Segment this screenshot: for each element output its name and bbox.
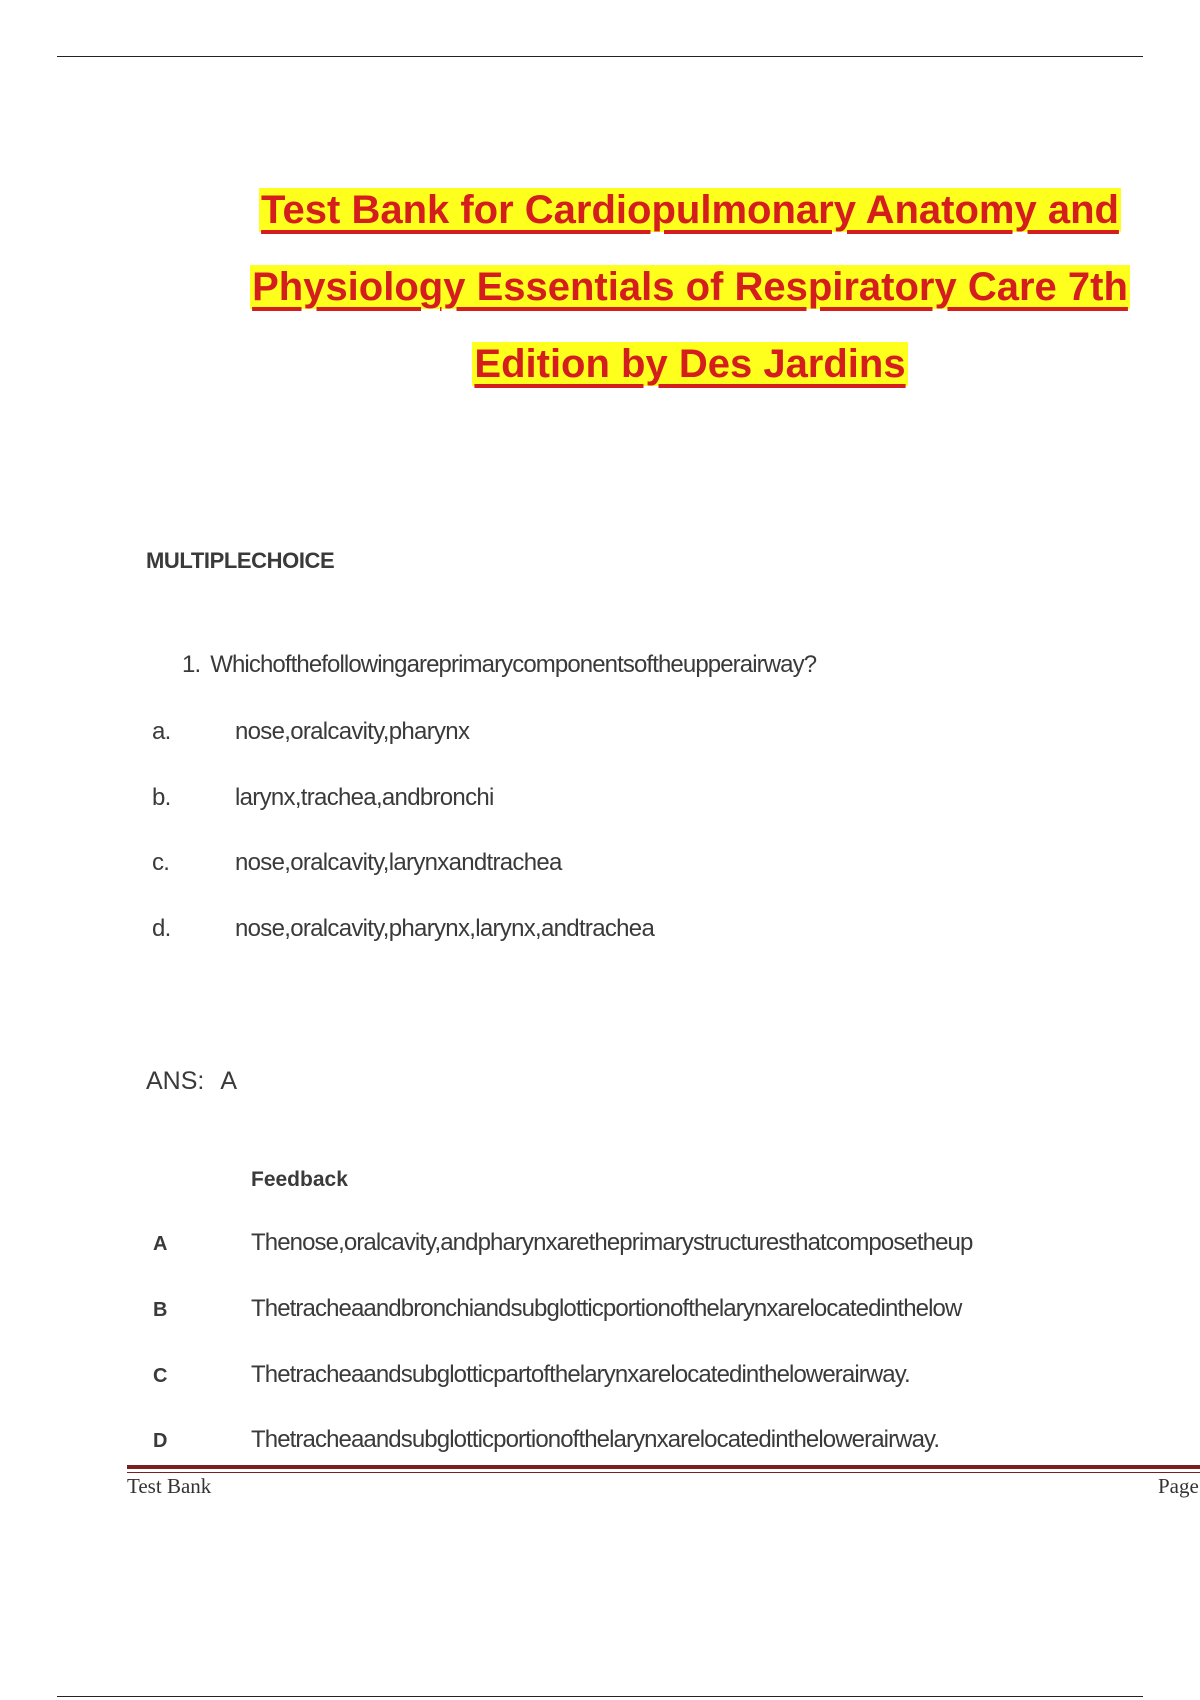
option-text: nose,oralcavity,pharynx <box>235 718 470 745</box>
feedback-heading: Feedback <box>251 1168 348 1191</box>
feedback-letter: A <box>153 1233 168 1255</box>
option-text: nose,oralcavity,pharynx,larynx,andtrachea <box>235 915 655 942</box>
option-a <box>152 718 469 746</box>
answer-line <box>146 1067 237 1096</box>
feedback-row-b <box>153 1295 1193 1323</box>
feedback-text: Thetracheaandsubglotticpartofthelarynxarelocatedinthelowerairway. <box>251 1361 910 1388</box>
title-line-2: Physiology Essentials of Respiratory Care 7th <box>252 265 1128 309</box>
question-text: Whichofthefollowingareprimarycomponentsoftheupperairway? <box>210 651 817 678</box>
feedback-letter: C <box>153 1365 168 1387</box>
feedback-row-a <box>153 1229 1193 1257</box>
feedback-letter: D <box>153 1430 168 1452</box>
answer-label: ANS: <box>146 1067 205 1095</box>
option-letter: b. <box>152 784 171 811</box>
top-rule <box>57 56 1143 57</box>
answer-value: A <box>220 1067 238 1095</box>
document-title <box>190 172 1190 403</box>
question-1 <box>182 651 816 679</box>
feedback-text: Thenose,oralcavity,andpharynxaretheprimarystructuresthatcomposetheup <box>251 1229 973 1256</box>
title-line-3: Edition by Des Jardins <box>474 342 906 386</box>
question-number: 1. <box>182 651 201 678</box>
option-c <box>152 849 562 877</box>
footer-rule-thin <box>127 1472 1200 1473</box>
footer-page-label: Page <box>1158 1474 1199 1498</box>
option-text: larynx,trachea,andbronchi <box>235 784 494 811</box>
feedback-letter: B <box>153 1299 168 1321</box>
option-letter: c. <box>152 849 170 876</box>
bottom-rule <box>57 1696 1143 1697</box>
feedback-row-d <box>153 1426 1193 1454</box>
option-letter: d. <box>152 915 171 942</box>
footer-left-text: Test Bank <box>127 1474 212 1498</box>
option-b <box>152 784 494 812</box>
feedback-row-c <box>153 1361 1193 1389</box>
feedback-text: Thetracheaandsubglotticportionofthelarynxarelocatedinthelowerairway. <box>251 1426 940 1453</box>
footer-rule <box>127 1465 1200 1469</box>
option-letter: a. <box>152 718 171 745</box>
option-text: nose,oralcavity,larynxandtrachea <box>235 849 562 876</box>
title-line-1: Test Bank for Cardiopulmonary Anatomy and <box>261 188 1119 232</box>
section-heading: MULTIPLECHOICE <box>146 548 335 573</box>
option-d <box>152 915 654 943</box>
feedback-text: Thetracheaandbronchiandsubglotticportionofthelarynxarelocatedinthelow <box>251 1295 962 1322</box>
